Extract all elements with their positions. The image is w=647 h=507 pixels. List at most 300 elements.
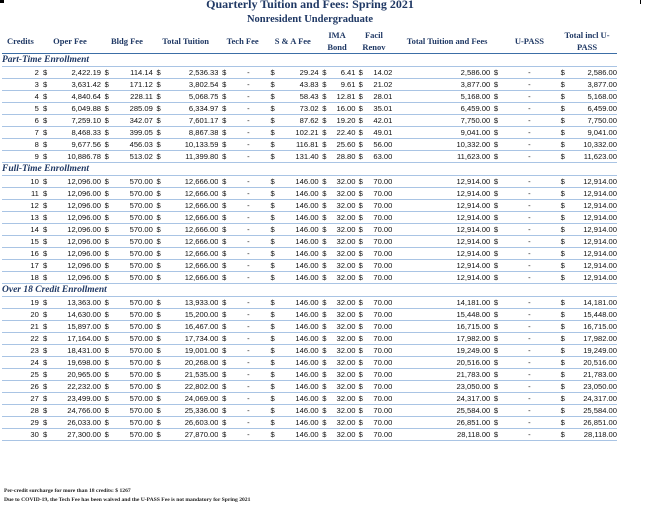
ima-bond-cell: 32.00: [330, 188, 355, 200]
oper-fee-cell: 12,096.00: [52, 176, 102, 188]
currency-symbol: $: [39, 91, 52, 103]
credits-cell: 17: [2, 260, 39, 272]
table-row: [2, 369, 617, 381]
currency-symbol: $: [101, 429, 113, 441]
tech-fee-cell: -: [230, 393, 267, 405]
currency-symbol: $: [39, 200, 52, 212]
total-tuition-fees-cell: 7,750.00: [392, 115, 490, 127]
total-incl-upass-cell: 6,459.00: [569, 103, 617, 115]
ima-bond-cell: 32.00: [330, 381, 355, 393]
currency-symbol: $: [319, 67, 331, 79]
oper-fee-cell: 19,698.00: [52, 357, 102, 369]
tech-fee-cell: -: [230, 297, 267, 309]
bldg-fee-cell: 570.00: [113, 200, 153, 212]
tech-fee-cell: -: [230, 127, 267, 139]
currency-symbol: $: [490, 333, 502, 345]
table-body: [2, 54, 617, 441]
credits-cell: 14: [2, 224, 39, 236]
currency-symbol: $: [218, 429, 230, 441]
tech-fee-cell: -: [230, 224, 267, 236]
currency-symbol: $: [490, 212, 502, 224]
upass-cell: -: [502, 321, 557, 333]
section-title: Part-Time Enrollment: [2, 54, 617, 67]
sa-fee-cell: 146.00: [278, 188, 318, 200]
table-row: [2, 357, 617, 369]
ima-bond-cell: 32.00: [330, 212, 355, 224]
total-tuition-cell: 2,536.33: [164, 67, 218, 79]
bldg-fee-cell: 570.00: [113, 212, 153, 224]
total-tuition-fees-cell: 15,448.00: [392, 309, 490, 321]
upass-cell: -: [502, 381, 557, 393]
facil-renov-cell: 70.00: [366, 381, 393, 393]
upass-cell: -: [502, 91, 557, 103]
bldg-fee-cell: 570.00: [113, 345, 153, 357]
total-tuition-cell: 12,666.00: [164, 272, 218, 284]
facil-renov-cell: 70.00: [366, 260, 393, 272]
tech-fee-cell: -: [230, 139, 267, 151]
total-tuition-fees-cell: 20,516.00: [392, 357, 490, 369]
bldg-fee-cell: 570.00: [113, 429, 153, 441]
currency-symbol: $: [39, 127, 52, 139]
upass-cell: -: [502, 309, 557, 321]
facil-renov-cell: 70.00: [366, 188, 393, 200]
currency-symbol: $: [319, 224, 331, 236]
currency-symbol: $: [356, 248, 366, 260]
currency-symbol: $: [267, 248, 279, 260]
total-incl-upass-cell: 12,914.00: [569, 176, 617, 188]
currency-symbol: $: [490, 381, 502, 393]
currency-symbol: $: [267, 212, 279, 224]
currency-symbol: $: [319, 91, 331, 103]
total-tuition-fees-cell: 23,050.00: [392, 381, 490, 393]
currency-symbol: $: [39, 393, 52, 405]
currency-symbol: $: [218, 248, 230, 260]
ima-bond-cell: 32.00: [330, 248, 355, 260]
total-tuition-cell: 26,603.00: [164, 417, 218, 429]
total-incl-upass-cell: 7,750.00: [569, 115, 617, 127]
currency-symbol: $: [267, 151, 279, 163]
table-row: [2, 127, 617, 139]
total-incl-upass-cell: 14,181.00: [569, 297, 617, 309]
currency-symbol: $: [153, 200, 165, 212]
total-tuition-fees-cell: 5,168.00: [392, 91, 490, 103]
total-tuition-cell: 11,399.80: [164, 151, 218, 163]
facil-renov-cell: 70.00: [366, 297, 393, 309]
currency-symbol: $: [319, 393, 331, 405]
ima-bond-cell: 32.00: [330, 429, 355, 441]
total-tuition-cell: 3,802.54: [164, 79, 218, 91]
currency-symbol: $: [557, 345, 569, 357]
sa-fee-cell: 102.21: [278, 127, 318, 139]
bldg-fee-cell: 570.00: [113, 272, 153, 284]
currency-symbol: $: [490, 321, 502, 333]
currency-symbol: $: [557, 115, 569, 127]
tech-fee-cell: -: [230, 429, 267, 441]
currency-symbol: $: [101, 139, 113, 151]
sa-fee-cell: 146.00: [278, 357, 318, 369]
ima-bond-cell: 32.00: [330, 417, 355, 429]
currency-symbol: $: [490, 405, 502, 417]
total-tuition-cell: 17,734.00: [164, 333, 218, 345]
total-incl-upass-cell: 12,914.00: [569, 272, 617, 284]
total-tuition-fees-cell: 21,783.00: [392, 369, 490, 381]
tech-fee-cell: -: [230, 212, 267, 224]
currency-symbol: $: [153, 417, 165, 429]
bldg-fee-cell: 570.00: [113, 188, 153, 200]
currency-symbol: $: [490, 139, 502, 151]
tech-fee-cell: -: [230, 236, 267, 248]
ima-bond-cell: 32.00: [330, 357, 355, 369]
table-row: [2, 67, 617, 79]
total-incl-upass-cell: 9,041.00: [569, 127, 617, 139]
tech-fee-cell: -: [230, 309, 267, 321]
currency-symbol: $: [267, 272, 279, 284]
bldg-fee-cell: 570.00: [113, 333, 153, 345]
currency-symbol: $: [557, 333, 569, 345]
credits-cell: 27: [2, 393, 39, 405]
oper-fee-cell: 12,096.00: [52, 260, 102, 272]
total-incl-upass-cell: 3,877.00: [569, 79, 617, 91]
total-incl-upass-cell: 24,317.00: [569, 393, 617, 405]
currency-symbol: $: [153, 357, 165, 369]
credits-cell: 28: [2, 405, 39, 417]
facil-renov-cell: 70.00: [366, 248, 393, 260]
currency-symbol: $: [39, 369, 52, 381]
currency-symbol: $: [319, 200, 331, 212]
bldg-fee-cell: 570.00: [113, 381, 153, 393]
ima-bond-cell: 19.20: [330, 115, 355, 127]
currency-symbol: $: [557, 381, 569, 393]
table-row: [2, 429, 617, 441]
currency-symbol: $: [490, 67, 502, 79]
currency-symbol: $: [101, 357, 113, 369]
total-incl-upass-cell: 26,851.00: [569, 417, 617, 429]
currency-symbol: $: [490, 176, 502, 188]
ima-bond-cell: 32.00: [330, 345, 355, 357]
currency-symbol: $: [356, 176, 366, 188]
col-sa-fee: S & A Fee: [267, 29, 319, 54]
total-tuition-cell: 7,601.17: [164, 115, 218, 127]
currency-symbol: $: [267, 333, 279, 345]
credits-cell: 24: [2, 357, 39, 369]
page-subtitle: Nonresident Undergraduate: [246, 14, 374, 25]
currency-symbol: $: [39, 248, 52, 260]
bldg-fee-cell: 570.00: [113, 260, 153, 272]
currency-symbol: $: [356, 381, 366, 393]
ima-bond-cell: 32.00: [330, 297, 355, 309]
ima-bond-cell: 32.00: [330, 369, 355, 381]
upass-cell: -: [502, 151, 557, 163]
currency-symbol: $: [39, 272, 52, 284]
currency-symbol: $: [267, 381, 279, 393]
currency-symbol: $: [267, 417, 279, 429]
currency-symbol: $: [218, 405, 230, 417]
currency-symbol: $: [267, 429, 279, 441]
currency-symbol: $: [490, 224, 502, 236]
currency-symbol: $: [39, 333, 52, 345]
oper-fee-cell: 8,468.33: [52, 127, 102, 139]
total-incl-upass-cell: 16,715.00: [569, 321, 617, 333]
facil-renov-cell: 70.00: [366, 176, 393, 188]
currency-symbol: $: [218, 188, 230, 200]
facil-renov-cell: 28.01: [366, 91, 393, 103]
currency-symbol: $: [218, 417, 230, 429]
currency-symbol: $: [490, 309, 502, 321]
currency-symbol: $: [101, 309, 113, 321]
credits-cell: 21: [2, 321, 39, 333]
total-incl-upass-cell: 12,914.00: [569, 248, 617, 260]
currency-symbol: $: [319, 369, 331, 381]
sa-fee-cell: 146.00: [278, 297, 318, 309]
total-tuition-cell: 5,068.75: [164, 91, 218, 103]
currency-symbol: $: [101, 151, 113, 163]
currency-symbol: $: [101, 200, 113, 212]
section-title: Full-Time Enrollment: [2, 163, 617, 176]
credits-cell: 18: [2, 272, 39, 284]
currency-symbol: $: [557, 417, 569, 429]
credits-cell: 6: [2, 115, 39, 127]
total-tuition-cell: 24,069.00: [164, 393, 218, 405]
upass-cell: -: [502, 417, 557, 429]
currency-symbol: $: [490, 272, 502, 284]
oper-fee-cell: 7,259.10: [52, 115, 102, 127]
currency-symbol: $: [267, 357, 279, 369]
credits-cell: 2: [2, 67, 39, 79]
currency-symbol: $: [218, 224, 230, 236]
currency-symbol: $: [267, 260, 279, 272]
currency-symbol: $: [319, 321, 331, 333]
currency-symbol: $: [319, 297, 331, 309]
currency-symbol: $: [319, 188, 331, 200]
currency-symbol: $: [356, 272, 366, 284]
total-tuition-fees-cell: 12,914.00: [392, 188, 490, 200]
currency-symbol: $: [153, 139, 165, 151]
currency-symbol: $: [267, 405, 279, 417]
bldg-fee-cell: 570.00: [113, 393, 153, 405]
bldg-fee-cell: 570.00: [113, 309, 153, 321]
sa-fee-cell: 146.00: [278, 236, 318, 248]
total-incl-upass-cell: 10,332.00: [569, 139, 617, 151]
currency-symbol: $: [267, 103, 279, 115]
currency-symbol: $: [267, 297, 279, 309]
currency-symbol: $: [490, 236, 502, 248]
upass-cell: -: [502, 248, 557, 260]
currency-symbol: $: [557, 151, 569, 163]
facil-renov-cell: 70.00: [366, 309, 393, 321]
currency-symbol: $: [153, 151, 165, 163]
total-incl-upass-cell: 12,914.00: [569, 200, 617, 212]
currency-symbol: $: [319, 357, 331, 369]
oper-fee-cell: 2,422.19: [52, 67, 102, 79]
ima-bond-cell: 25.60: [330, 139, 355, 151]
currency-symbol: $: [356, 103, 366, 115]
currency-symbol: $: [39, 321, 52, 333]
facil-renov-cell: 21.02: [366, 79, 393, 91]
currency-symbol: $: [557, 212, 569, 224]
currency-symbol: $: [356, 405, 366, 417]
currency-symbol: $: [153, 321, 165, 333]
currency-symbol: $: [101, 127, 113, 139]
total-incl-upass-cell: 21,783.00: [569, 369, 617, 381]
currency-symbol: $: [356, 333, 366, 345]
currency-symbol: $: [356, 369, 366, 381]
currency-symbol: $: [153, 91, 165, 103]
currency-symbol: $: [267, 393, 279, 405]
oper-fee-cell: 14,630.00: [52, 309, 102, 321]
currency-symbol: $: [39, 236, 52, 248]
currency-symbol: $: [356, 151, 366, 163]
currency-symbol: $: [101, 248, 113, 260]
credits-cell: 19: [2, 297, 39, 309]
upass-cell: -: [502, 115, 557, 127]
currency-symbol: $: [218, 297, 230, 309]
credits-cell: 15: [2, 236, 39, 248]
bldg-fee-cell: 570.00: [113, 248, 153, 260]
credits-cell: 3: [2, 79, 39, 91]
currency-symbol: $: [267, 67, 279, 79]
currency-symbol: $: [101, 393, 113, 405]
total-tuition-fees-cell: 26,851.00: [392, 417, 490, 429]
total-tuition-cell: 16,467.00: [164, 321, 218, 333]
currency-symbol: $: [356, 309, 366, 321]
total-tuition-fees-cell: 14,181.00: [392, 297, 490, 309]
currency-symbol: $: [153, 115, 165, 127]
total-tuition-fees-cell: 12,914.00: [392, 224, 490, 236]
currency-symbol: $: [319, 212, 331, 224]
col-tech-fee: Tech Fee: [218, 29, 266, 54]
table-row: [2, 248, 617, 260]
total-tuition-fees-cell: 16,715.00: [392, 321, 490, 333]
total-tuition-cell: 20,268.00: [164, 357, 218, 369]
currency-symbol: $: [39, 139, 52, 151]
currency-symbol: $: [267, 369, 279, 381]
oper-fee-cell: 12,096.00: [52, 248, 102, 260]
currency-symbol: $: [153, 67, 165, 79]
currency-symbol: $: [101, 212, 113, 224]
currency-symbol: $: [153, 345, 165, 357]
tech-fee-cell: -: [230, 321, 267, 333]
tech-fee-cell: -: [230, 417, 267, 429]
currency-symbol: $: [490, 297, 502, 309]
currency-symbol: $: [356, 224, 366, 236]
currency-symbol: $: [356, 417, 366, 429]
currency-symbol: $: [153, 260, 165, 272]
oper-fee-cell: 24,766.00: [52, 405, 102, 417]
section-header-row: [2, 163, 617, 176]
currency-symbol: $: [319, 309, 331, 321]
currency-symbol: $: [356, 212, 366, 224]
currency-symbol: $: [218, 200, 230, 212]
oper-fee-cell: 12,096.00: [52, 212, 102, 224]
tech-fee-cell: -: [230, 91, 267, 103]
tech-fee-cell: -: [230, 176, 267, 188]
currency-symbol: $: [557, 188, 569, 200]
oper-fee-cell: 6,049.88: [52, 103, 102, 115]
table-row: [2, 103, 617, 115]
col-ima-bond: IMA Bond: [319, 29, 356, 54]
currency-symbol: $: [39, 67, 52, 79]
oper-fee-cell: 12,096.00: [52, 200, 102, 212]
tech-fee-cell: -: [230, 260, 267, 272]
total-tuition-cell: 21,535.00: [164, 369, 218, 381]
currency-symbol: $: [218, 103, 230, 115]
bldg-fee-cell: 570.00: [113, 417, 153, 429]
section-header-row: [2, 54, 617, 67]
total-tuition-fees-cell: 11,623.00: [392, 151, 490, 163]
currency-symbol: $: [557, 103, 569, 115]
total-tuition-cell: 13,933.00: [164, 297, 218, 309]
sa-fee-cell: 146.00: [278, 345, 318, 357]
currency-symbol: $: [319, 345, 331, 357]
sa-fee-cell: 87.62: [278, 115, 318, 127]
currency-symbol: $: [490, 429, 502, 441]
total-tuition-cell: 12,666.00: [164, 188, 218, 200]
tech-fee-cell: -: [230, 115, 267, 127]
currency-symbol: $: [153, 188, 165, 200]
total-incl-upass-cell: 23,050.00: [569, 381, 617, 393]
tech-fee-cell: -: [230, 67, 267, 79]
table-row: [2, 200, 617, 212]
sa-fee-cell: 146.00: [278, 212, 318, 224]
credits-cell: 25: [2, 369, 39, 381]
table-row: [2, 309, 617, 321]
currency-symbol: $: [557, 224, 569, 236]
upass-cell: -: [502, 67, 557, 79]
currency-symbol: $: [267, 224, 279, 236]
upass-cell: -: [502, 345, 557, 357]
facil-renov-cell: 70.00: [366, 224, 393, 236]
table-row: [2, 79, 617, 91]
currency-symbol: $: [101, 333, 113, 345]
upass-cell: -: [502, 224, 557, 236]
credits-cell: 23: [2, 345, 39, 357]
currency-symbol: $: [490, 260, 502, 272]
currency-symbol: $: [490, 127, 502, 139]
total-tuition-cell: 12,666.00: [164, 200, 218, 212]
oper-fee-cell: 12,096.00: [52, 188, 102, 200]
credits-cell: 20: [2, 309, 39, 321]
sa-fee-cell: 73.02: [278, 103, 318, 115]
currency-symbol: $: [319, 139, 331, 151]
bldg-fee-cell: 114.14: [113, 67, 153, 79]
upass-cell: -: [502, 139, 557, 151]
facil-renov-cell: 70.00: [366, 333, 393, 345]
currency-symbol: $: [557, 236, 569, 248]
oper-fee-cell: 13,363.00: [52, 297, 102, 309]
sa-fee-cell: 43.83: [278, 79, 318, 91]
currency-symbol: $: [101, 176, 113, 188]
total-tuition-fees-cell: 12,914.00: [392, 212, 490, 224]
upass-cell: -: [502, 260, 557, 272]
currency-symbol: $: [490, 103, 502, 115]
total-tuition-fees-cell: 12,914.00: [392, 236, 490, 248]
upass-cell: -: [502, 297, 557, 309]
total-tuition-fees-cell: 6,459.00: [392, 103, 490, 115]
currency-symbol: $: [319, 151, 331, 163]
currency-symbol: $: [356, 200, 366, 212]
footnote-covid: Due to COVID-19, the Tech Fee has been waived and the U-PASS Fee is not mandatory for Spring 2021: [4, 497, 251, 503]
currency-symbol: $: [218, 357, 230, 369]
currency-symbol: $: [490, 345, 502, 357]
currency-symbol: $: [218, 127, 230, 139]
facil-renov-cell: 56.00: [366, 139, 393, 151]
sa-fee-cell: 146.00: [278, 176, 318, 188]
bldg-fee-cell: 513.02: [113, 151, 153, 163]
currency-symbol: $: [101, 369, 113, 381]
facil-renov-cell: 70.00: [366, 429, 393, 441]
facil-renov-cell: 35.01: [366, 103, 393, 115]
currency-symbol: $: [490, 357, 502, 369]
